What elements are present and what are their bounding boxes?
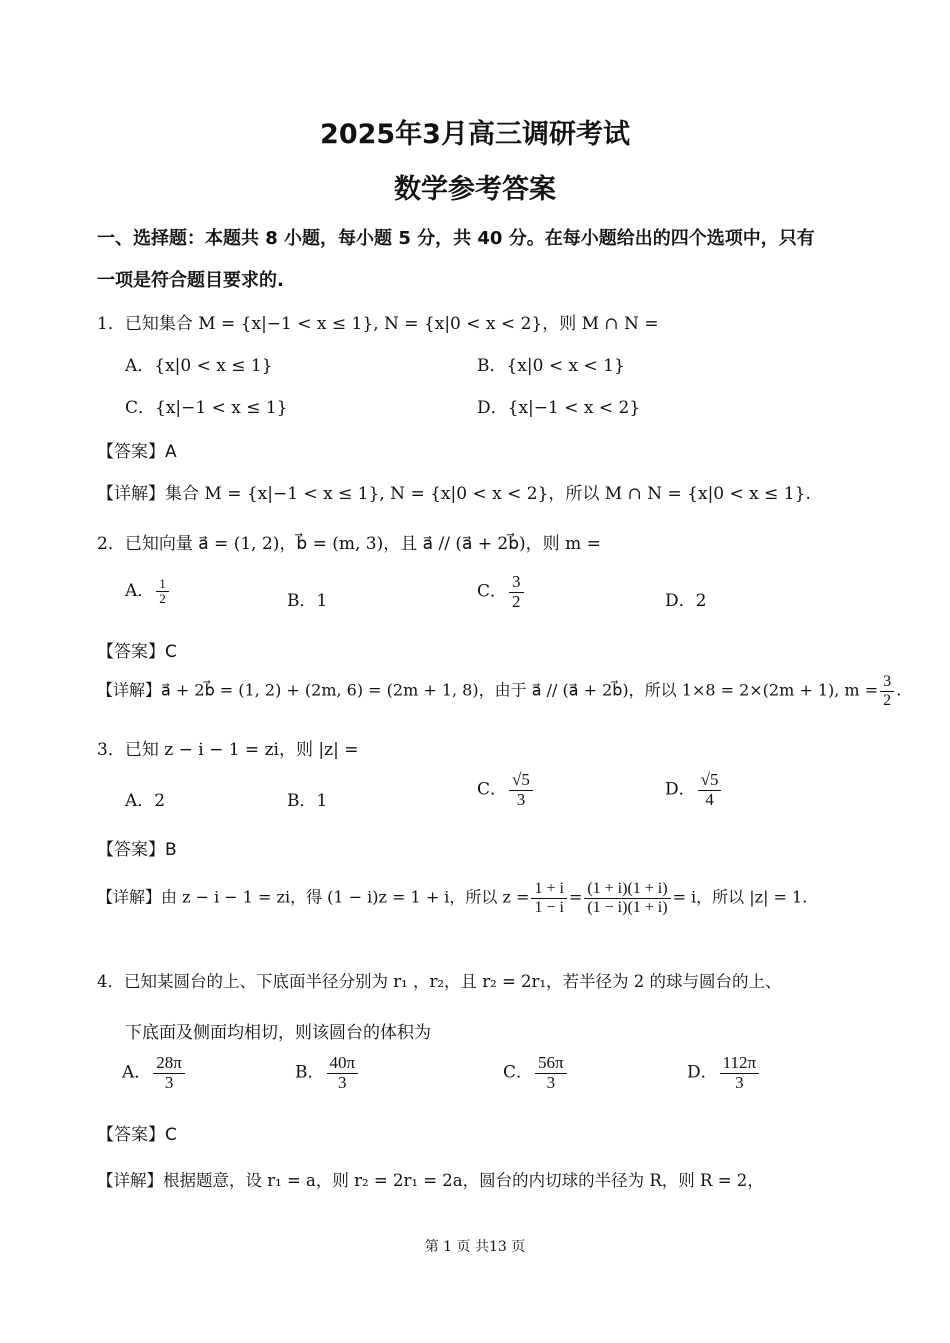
- fraction-denominator: 3: [164, 1072, 174, 1092]
- page-title: 2025年3月高三调研考试: [320, 119, 630, 150]
- q2-option-b: B．1: [287, 591, 328, 611]
- q4-option-b: [295, 1054, 360, 1092]
- fraction-denominator: 2: [512, 591, 521, 611]
- section-heading-line1: 一、选择题：本题共 8 小题，每小题 5 分，共 40 分。在每小题给出的四个选项中，只有: [97, 228, 815, 249]
- page-subtitle: 数学参考答案: [394, 174, 556, 205]
- q3-option-c: [477, 771, 535, 809]
- q3-answer: 【答案】B: [97, 840, 177, 860]
- q2-option-c: [477, 573, 526, 611]
- q3-option-d-label: D．: [665, 779, 696, 800]
- q4-detail: 【详解】根据题意，设 r₁ = a，则 r₂ = 2r₁ = 2a，圆台的内切球的半径为 R，则 R = 2，: [97, 1171, 764, 1190]
- q2-option-a-label: A．: [125, 581, 155, 601]
- fraction-numerator: 112π: [720, 1054, 759, 1074]
- q3-detail-fraction-1: [531, 880, 566, 916]
- fraction-denominator: 3: [516, 789, 526, 809]
- fraction-numerator: 1: [156, 577, 169, 592]
- q1-answer: 【答案】A: [97, 442, 177, 462]
- q4-option-a-fraction: [153, 1054, 185, 1092]
- q1-option-a: A．{x|0 < x ≤ 1}: [125, 356, 273, 376]
- q1-stem: 1．已知集合 M = {x|−1 < x ≤ 1}, N = {x|0 < x < 2}，则 M ∩ N =: [97, 314, 659, 334]
- q4-option-d-fraction: [720, 1054, 759, 1092]
- fraction-denominator: 3: [546, 1072, 556, 1092]
- fraction-numerator: √5: [509, 771, 533, 791]
- q2-detail-end: .: [896, 680, 902, 700]
- q4-option-c: [503, 1054, 569, 1092]
- fraction-numerator: 3: [880, 673, 894, 692]
- q2-option-d: D．2: [665, 591, 707, 611]
- q2-stem: 2．已知向量 a⃗ = (1, 2)，b⃗ = (m, 3)，且 a⃗ // (a⃗ + 2b⃗)，则 m =: [97, 534, 601, 554]
- q4-option-d-label: D．: [687, 1062, 718, 1083]
- fraction-denominator: 1 − i: [534, 898, 564, 916]
- q4-stem-line2: 下底面及侧面均相切，则该圆台的体积为: [125, 1023, 431, 1043]
- q4-option-a: [122, 1054, 187, 1092]
- q3-detail-text-b: = i，所以 |z| = 1.: [672, 887, 808, 907]
- q4-option-c-fraction: [535, 1054, 567, 1092]
- q3-option-c-fraction: [509, 771, 533, 809]
- q3-detail-equals: =: [568, 887, 583, 907]
- q1-option-b: B．{x|0 < x < 1}: [477, 356, 625, 376]
- q3-option-d: [665, 771, 723, 809]
- q1-detail: 【详解】集合 M = {x|−1 < x ≤ 1}, N = {x|0 < x < 2}，所以 M ∩ N = {x|0 < x ≤ 1}.: [97, 484, 811, 504]
- q2-detail: [97, 673, 901, 709]
- q2-option-a: [125, 576, 171, 606]
- fraction-denominator: 4: [705, 789, 714, 809]
- q4-stem-line1: 4．已知某圆台的上、下底面半径分别为 r₁ ，r₂，且 r₂ = 2r₁，若半径为 2 的球与圆台的上、: [97, 972, 782, 991]
- q4-answer: 【答案】C: [97, 1125, 177, 1145]
- q2-option-c-fraction: [509, 573, 524, 611]
- fraction-numerator: √5: [698, 771, 722, 791]
- fraction-numerator: 40π: [327, 1054, 359, 1074]
- fraction-numerator: 1 + i: [531, 880, 566, 899]
- fraction-denominator: 2: [159, 591, 166, 606]
- page-footer: 第 1 页 共13 页: [424, 1239, 526, 1255]
- fraction-denominator: (1 − i)(1 + i): [587, 898, 668, 916]
- q4-option-d: [687, 1054, 761, 1092]
- fraction-numerator: 28π: [153, 1054, 185, 1074]
- q1-option-c: C．{x|−1 < x ≤ 1}: [125, 398, 288, 418]
- q3-option-b: B．1: [287, 791, 328, 811]
- section-heading-line2: 一项是符合题目要求的.: [97, 270, 284, 291]
- q4-option-a-label: A．: [122, 1062, 152, 1083]
- fraction-denominator: 3: [735, 1072, 744, 1092]
- q2-option-c-label: C．: [477, 581, 508, 602]
- q3-stem: 3．已知 z − i − 1 = zi，则 |z| =: [97, 740, 359, 760]
- fraction-numerator: 3: [509, 573, 524, 593]
- fraction-denominator: 3: [338, 1072, 347, 1092]
- q2-option-a-fraction: [156, 577, 169, 607]
- q3-option-a: A．2: [125, 791, 166, 811]
- fraction-numerator: 56π: [535, 1054, 567, 1074]
- q3-option-c-label: C．: [477, 779, 508, 800]
- q4-option-b-label: B．: [295, 1062, 325, 1083]
- q1-option-d: D．{x|−1 < x < 2}: [477, 398, 641, 418]
- q3-option-d-fraction: [698, 771, 722, 809]
- fraction-numerator: (1 + i)(1 + i): [584, 880, 670, 899]
- q2-detail-fraction: [880, 673, 894, 709]
- q2-answer: 【答案】C: [97, 642, 177, 662]
- q4-option-c-label: C．: [503, 1062, 534, 1083]
- q3-detail: [97, 880, 807, 916]
- fraction-denominator: 2: [883, 691, 892, 709]
- q3-detail-text-a: 【详解】由 z − i − 1 = zi，得 (1 − i)z = 1 + i，所以 z =: [97, 887, 530, 907]
- q3-detail-fraction-2: [584, 880, 670, 916]
- q2-detail-text: 【详解】a⃗ + 2b⃗ = (1, 2) + (2m, 6) = (2m + 1, 8)，由于 a⃗ // (a⃗ + 2b⃗)，所以 1×8 = 2×(2m + 1), m =: [97, 680, 879, 700]
- q4-option-b-fraction: [327, 1054, 359, 1092]
